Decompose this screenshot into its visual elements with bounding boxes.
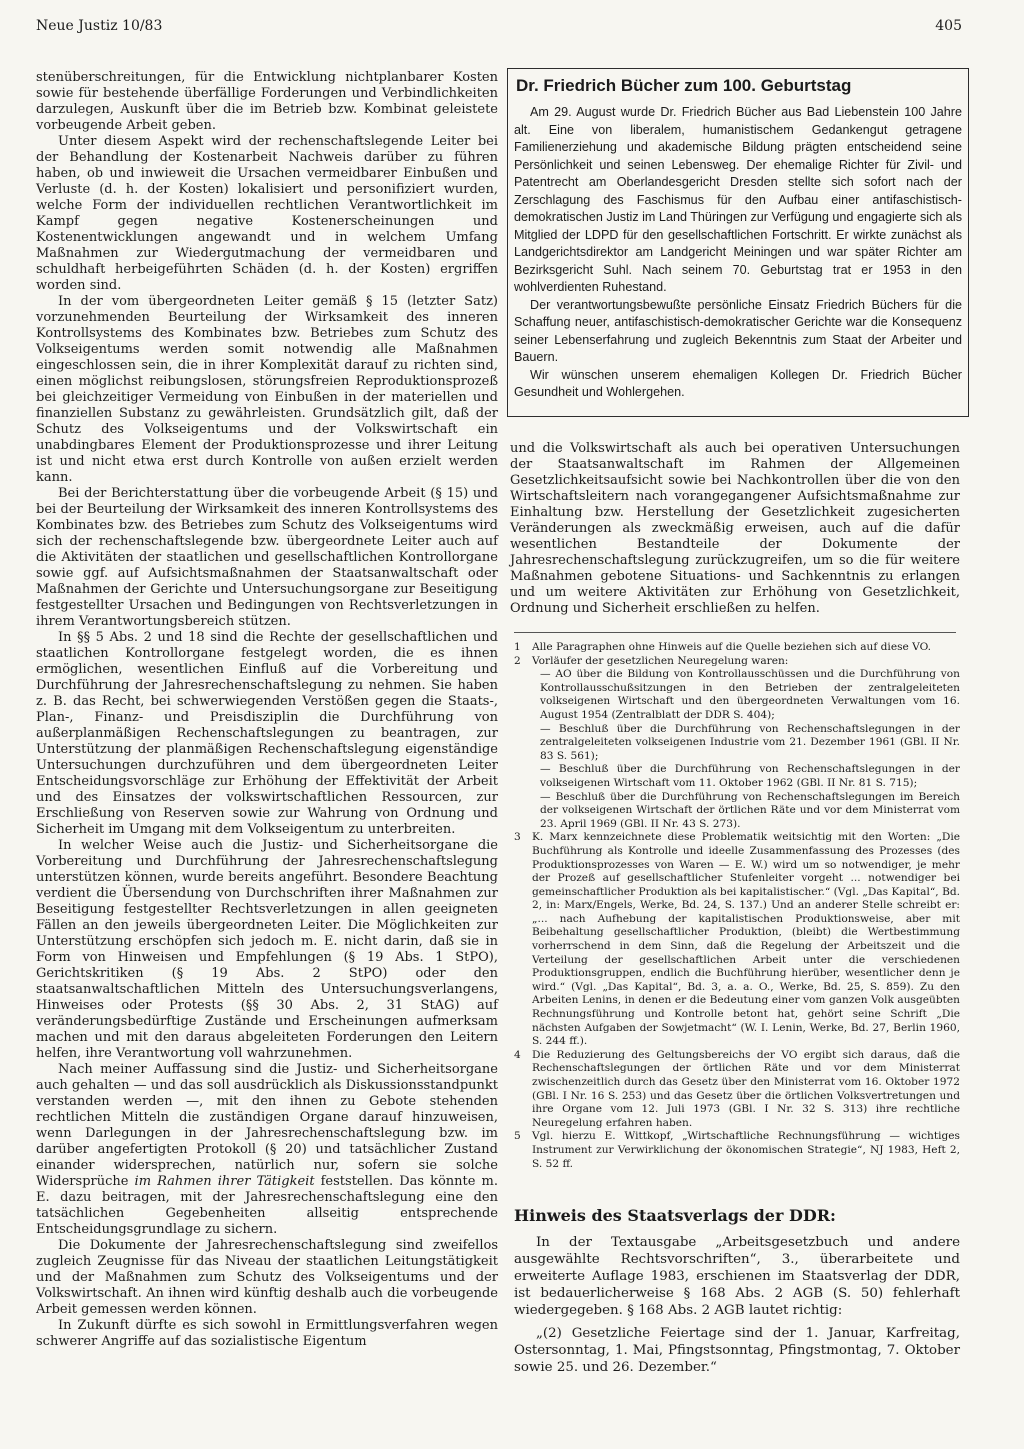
footnote-rule (514, 632, 956, 633)
footnote-number: 2 (514, 654, 521, 667)
left-paragraph-6: In welcher Weise auch die Justiz- und Sicherheitsorgane die Vorbereitung und Durchführung der Jahresrechenschaftslegung unterstützen können, wurde bereits angeführt. Besondere Beachtung verdient die Übersendung von Durchschriften ihrer Maßnahmen zur Beseitigung festgestellter Rechtsverletzungen in allen geeigneten Fällen an den jeweils übergeordneten Leiter. Die Möglichkeiten zur Unterstützung erschöpfen sich jedoch m. E. nicht darin, daß sie in Form von Hinweisen und Empfehlungen (§ 19 Abs. 1 StPO), Gerichtskritiken (§ 19 Abs. 2 StPO) oder den staatsanwaltschaftlichen Mitteln des Untersuchungsverlangens, Hinweises oder Protests (§§ 30 Abs. 2, 31 StAG) auf veränderungsbedürftige Zustände und Erscheinungen aufmerksam machen und mit den daraus abgeleiteten Forderungen den Leitern helfen, ihre Verantwortung voll wahrzunehmen. (36, 838, 498, 1061)
footnote-1 (514, 641, 960, 655)
publisher-notice-title: Hinweis des Staatsverlags der DDR: (514, 1206, 836, 1225)
right-column-continuation (510, 441, 960, 617)
footnote-sub-item: — AO über die Bildung von Kontrollausschüssen und die Durchführung von Kontrollausschußsitzungen in den Betrieben der zentralgeleiteten volkseigenen Wirtschaft und den übergeordneten Verwaltungen vom 16. August 1954 (Zentralblatt der DDR S. 404); (540, 668, 960, 721)
footnote-3 (514, 831, 960, 1049)
footnote-4 (514, 1049, 960, 1131)
birthday-paragraph-2: Der verantwortungsbewußte persönliche Einsatz Friedrich Büchers für die Schaffung neuer, antifaschistisch-demokratischer Gerichte war die Konsequenz seiner Lebenserfahrung und zugleich Bekenntnis zum Staat der Arbeiter und Bauern. (514, 297, 962, 364)
footnote-text: Vorläufer der gesetzlichen Neuregelung waren: (532, 654, 789, 667)
left-paragraph-1: stenüberschreitungen, für die Entwicklung nichtplanbarer Kosten sowie für bestehende überfällige Forderungen und Verbindlichkeiten darzulegen, Auskunft über die im Betrieb bzw. Kombinat geleistete vorbeugende Arbeit geben. (36, 70, 498, 133)
running-header-journal: Neue Justiz 10/83 (36, 18, 163, 34)
left-paragraph-3: In der vom übergeordneten Leiter gemäß § 15 (letzter Satz) vorzunehmenden Beurteilung der Wirksamkeit des inneren Kontrollsystems des Kombinates bzw. Betriebes zum Schutz des Volkseigentums werden somit notwendig alle Maßnahmen eingeschlossen sein, die in ihrer Komplexität darauf zu richten sind, einen möglichst reibungslosen, störungsfreien Reproduktionsprozeß bei gleichzeitiger Vermeidung von Einbußen in der materiellen und finanziellen Substanz zu gewährleisten. Grundsätzlich gilt, daß der Schutz des Volkseigentums und der Volkswirtschaft ein unabdingbares Element der Produktionsprozesse und ihrer Leitung ist und nicht etwa erst durch Kontrolle von außen erzielt werden kann. (36, 294, 498, 485)
left-paragraph-4: Bei der Berichterstattung über die vorbeugende Arbeit (§ 15) und bei der Beurteilung der Wirksamkeit des inneren Kontrollsystems des Kombinates bzw. des Betriebes zum Schutz des Volkseigentums wird sich der rechenschaftslegende bzw. übergeordnete Leiter auch auf die Aktivitäten der staatlichen und gesellschaftlichen Kontrollorgane sowie ggf. auf Aufsichtsmaßnahmen der Staatsanwaltschaft oder Maßnahmen der Gerichte und Untersuchungsorgane zur Beseitigung festgestellter Ursachen und Bedingungen von Rechtsverletzungen in ihrem Verantwortungsbereich stützen. (36, 486, 498, 629)
footnote-number: 5 (514, 1130, 521, 1143)
left-paragraph-5: In §§ 5 Abs. 2 und 18 sind die Rechte der gesellschaftlichen und staatlichen Kontrollorgane festgelegt worden, die es ihnen ermöglichen, wesentlichen Einfluß auf die Vorbereitung und Durchführung der Jahresrechenschaftslegung zu nehmen. Sie haben z. B. das Recht, bei schwerwiegenden Verstößen gegen die Staats-, Plan-, Finanz- und Preisdisziplin die Durchführung von außerplanmäßigen Rechenschaftslegungen zu beantragen, zur Unterstützung der planmäßigen Rechenschaftslegung eigenständige Untersuchungen durchzuführen und dem übergeordneten Leiter Entscheidungsvorschläge zur Erhöhung der Effektivität der Arbeit und des Einsatzes der volkswirtschaftlichen Ressourcen, zur Erschließung von Reserven sowie zur Wahrung von Ordnung und Sicherheit im Umgang mit dem Volkseigentum zu unterbreiten. (36, 630, 498, 837)
left-paragraph-7 (36, 1062, 498, 1238)
footnote-number: 4 (514, 1048, 521, 1061)
footnote-text: K. Marx kennzeichnete diese Problematik weitsichtig mit den Worten: „Die Buchführung als Kontrolle und ideelle Zusammenfassung des Prozesses (des Produktionsprozesses von Waren — E. W.) wird um so notwendiger, je mehr der Prozeß auf gesellschaftlicher Stufenleiter vorgeht ... notwendiger bei gemeinschaftlicher Produktion als bei kapitalistischer.“ (Vgl. „Das Kapital“, Bd. 2, in: Marx/Engels, Werke, Bd. 24, S. 137.) Und an anderer Stelle schreibt er: „... nach Aufhebung der kapitalistischen Produktionsweise, aber mit Beibehaltung gesellschaftlicher Produktion, (bleibt) die Wertbestimmung vorherrschend in dem Sinn, daß die Regelung der Arbeitszeit und die Verteilung der gesellschaftlichen Arbeit unter die verschiedenen Produktionsgruppen, endlich die Buchführung hierüber, wesentlicher denn je wird.“ (Vgl. „Das Kapital“, Bd. 3, a. a. O., Werke, Bd. 25, S. 859). Zu den Arbeiten Lenins, in denen er die Bedeutung einer vom ganzen Volk ausgeübten Rechnungsführung und Kontrolle betont hat, gehört seine Schrift „Die nächsten Aufgaben der Sowjetmacht“ (W. I. Lenin, Werke, Bd. 27, Berlin 1960, S. 244 ff.). (532, 831, 960, 1048)
right-continuation-paragraph: und die Volkswirtschaft als auch bei operativen Untersuchungen der Staatsanwaltschaft im Rahmen der Allgemeinen Gesetzlichkeitsaufsicht sowie bei Nachkontrollen über die von den Wirtschaftsleitern nach vorangegangener Aufsichtsmaßnahme zur Einhaltung bzw. Herstellung der Gesetzlichkeit zugesicherten Veränderungen als zweckmäßig erweisen, auch auf die dafür wesentlichen Bestandteile der Dokumente der Jahresrechenschaftslegung zurückzugreifen, um so die für weitere Maßnahmen gebotene Situations- und Sachkenntnis zu erlangen und um weitere Aktivitäten zur Erhöhung von Gesetzlichkeit, Ordnung und Sicherheit erschließen zu helfen. (510, 441, 960, 616)
publisher-notice-quote: „(2) Gesetzliche Feiertage sind der 1. Januar, Karfreitag, Ostersonntag, 1. Mai, Pfingstsonntag, Pfingstmontag, 7. Oktober sowie 25. und 26. Dezember.“ (514, 1326, 960, 1375)
left-paragraph-8: Die Dokumente der Jahresrechenschaftslegung sind zweifellos zugleich Zeugnisse für das Niveau der staatlichen Leitungstätigkeit und der Maßnahmen zum Schutz des Volkseigentums und der Volkswirtschaft. An ihnen wird künftig deshalb auch die vorbeugende Arbeit gemessen werden können. (36, 1238, 498, 1317)
left-paragraph-9: In Zukunft dürfte es sich sowohl in Ermittlungsverfahren wegen schwerer Angriffe auf das sozialistische Eigentum (36, 1318, 498, 1349)
footnote-text: Vgl. hierzu E. Wittkopf, „Wirtschaftliche Rechnungsführung — wichtiges Instrument zur Verwirklichung der ökonomischen Strategie“, NJ 1983, Heft 2, S. 52 ff. (532, 1130, 960, 1170)
left-paragraph-7-text-a: Nach meiner Auffassung sind die Justiz- und Sicherheitsorgane auch gehalten — und das soll ausdrücklich als Diskussionsstandpunkt verstanden werden —, mit den ihnen zu Gebote stehenden rechtlichen Mitteln die zuständigen Organe darauf hinzuweisen, wenn Darlegungen in der Jahresrechenschaftslegung bzw. im darüber angefertigten Protokoll (§ 20) und tatsächlicher Zustand einander widersprechen, natürlich nur, sofern sie solche Widersprüche (36, 1062, 498, 1189)
page-number: 405 (935, 18, 962, 34)
footnote-sub-item: — Beschluß über die Durchführung von Rechenschaftslegungen in der zentralgeleiteten volkseigenen Industrie vom 21. Dezember 1961 (GBl. II Nr. 83 S. 561); (540, 722, 960, 762)
publisher-notice-body (514, 1234, 960, 1376)
footnote-2 (514, 655, 960, 832)
footnote-text: Die Reduzierung des Geltungsbereichs der VO ergibt sich daraus, daß die Rechenschaftslegungen der örtlichen Räte und vor dem Ministerrat zwischenzeitlich durch das Gesetz über den Ministerrat vom 16. Oktober 1972 (GBl. I Nr. 16 S. 253) und das Gesetz über die örtlichen Volksvertretungen und ihre Organe vom 12. Juli 1973 (GBl. I Nr. 32 S. 313) ihre rechtliche Neuregelung erfahren haben. (532, 1048, 960, 1129)
birthday-box-body (514, 104, 962, 402)
footnote-5 (514, 1130, 960, 1171)
left-paragraph-7-emphasis: im Rahmen ihrer Tätigkeit (134, 1174, 315, 1189)
footnotes (514, 641, 960, 1171)
publisher-notice-text: In der Textausgabe „Arbeitsgesetzbuch und andere ausgewählte Rechtsvorschriften“, 3., überarbeitete und erweiterte Auflage 1983, erschienen im Staatsverlag der DDR, ist bedauerlicherweise § 168 Abs. 2 AGB (S. 50) fehlerhaft wiedergegeben. § 168 Abs. 2 AGB lautet richtig: (514, 1235, 960, 1318)
left-paragraph-7-text-b: feststellen. Das könnte m. E. dazu beitragen, mit der Jahresrechenschaftslegung eine den tatsächlichen Gegebenheiten allseitig entsprechende Entscheidungsgrundlage zu sichern. (36, 1174, 498, 1237)
left-paragraph-2: Unter diesem Aspekt wird der rechenschaftslegende Leiter bei der Behandlung der Kostenarbeit Nachweis darüber zu führen haben, ob und inwieweit die Ursachen vermeidbarer Einbußen und Verluste (d. h. der Kosten) lokalisiert und personifiziert wurden, welche Form der individuellen rechtlichen Verantwortlichkeit im Kampf gegen negative Kostenerscheinungen und Kostenentwicklungen angewandt und in welchem Umfang Maßnahmen zur Wiedergutmachung der vermeidbaren und schuldhaft herbeigeführten Schäden (d. h. der Kosten) ergriffen worden sind. (36, 134, 498, 293)
footnote-sub-item: — Beschluß über die Durchführung von Rechenschaftslegungen im Bereich der volkseigenen Wirtschaft der örtlichen Räte und vor dem Ministerrat vom 23. April 1969 (GBl. II Nr. 43 S. 273). (540, 790, 960, 830)
birthday-box-title: Dr. Friedrich Bücher zum 100. Geburtstag (516, 76, 852, 95)
birthday-paragraph-3: Wir wünschen unserem ehemaligen Kollegen Dr. Friedrich Bücher Gesundheit und Wohlergehen. (514, 367, 962, 399)
footnote-sub-item: — Beschluß über die Durchführung von Rechenschaftslegungen in der volkseigenen Wirtschaft vom 11. Oktober 1962 (GBl. II Nr. 81 S. 715); (540, 763, 960, 789)
birthday-paragraph-1: Am 29. August wurde Dr. Friedrich Bücher aus Bad Liebenstein 100 Jahre alt. Eine von liberalem, humanistischem Gedankengut getragene Familienerziehung und akademische Bildung prägten entscheidend seine Persönlichkeit und seinen Lebensweg. Der ehemalige Richter für Zivil- und Patentrecht am Oberlandesgericht Dresden stellte sich sofort nach der Zerschlagung des Faschismus für den Aufbau einer antifaschistisch-demokratischen Justiz im Land Thüringen zur Verfügung und engagierte sich als Mitglied der LDPD für den gesellschaftlichen Fortschritt. Er wirkte zunächst als Landgerichtsdirektor am Landgericht Meiningen und war später Richter am Bezirksgericht Suhl. Nach seinem 70. Geburtstag trat er 1953 in den wohlverdienten Ruhestand. (514, 105, 962, 294)
left-column (36, 70, 498, 1350)
footnote-text: Alle Paragraphen ohne Hinweis auf die Quelle beziehen sich auf diese VO. (532, 641, 932, 653)
footnote-number: 3 (514, 831, 521, 844)
footnote-number: 1 (514, 641, 521, 653)
